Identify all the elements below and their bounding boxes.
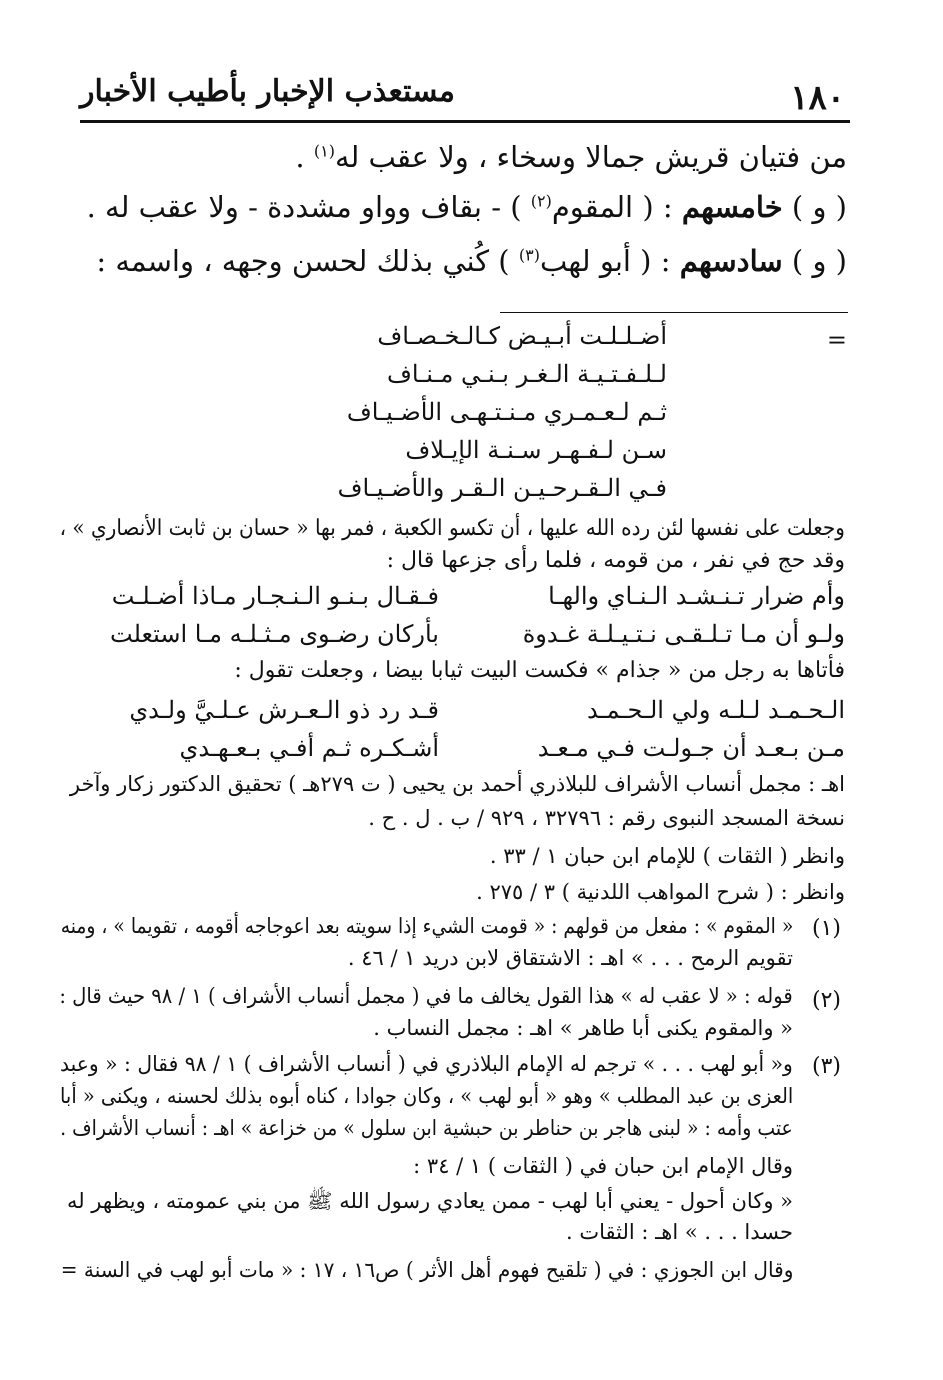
footnote-separator	[500, 312, 848, 313]
footnote-line: قوله : « لا عقب له » هذا القول يخالف ما في ( مجمل أنساب الأشراف ) ١ / ٩٨ حيث قال :	[59, 984, 793, 1008]
verse-line: فـي الـقـرحـيـن الـقـر والأضـيـاف	[337, 474, 667, 502]
page-number: ١٨٠	[790, 78, 845, 118]
footnote-line: « والمقوم يكنى أبا طاهر » اهـ : مجمل النساب .	[373, 1016, 793, 1040]
body-line-2	[87, 190, 847, 224]
verse-hemistich-second: قـد رد ذو الـعـرش عـلـيَّ ولـدي	[129, 696, 439, 724]
footnote-line: عتب وأمه : « لبنى هاجر بن حناطر بن حبشية ابن سلول » من خزاعة » اهـ : أنساب الأشراف .	[60, 1116, 793, 1140]
verse-line: ثـم لـعـمـري مـنـتـهـى الأضـيـاف	[346, 398, 667, 426]
footnote-line: وقال الإمام ابن حبان في ( الثقات ) ١ / ٣٤ :	[413, 1154, 793, 1178]
reference-line: اهـ : مجمل أنساب الأشراف للبلاذري أحمد بن يحيى ( ت ٢٧٩هـ ) تحقيق الدكتور زكار وآخر	[69, 772, 845, 796]
footnote-line: و« أبو لهب . . . » ترجم له الإمام البلاذري في ( أنساب الأشراف ) ١ / ٩٨ فقال : « وعبد	[60, 1052, 793, 1076]
footnote-ref-1: (١)	[313, 141, 335, 161]
body-line-3	[96, 244, 847, 278]
sixth-son-label: سادسهم	[679, 244, 783, 278]
prose-line: فأتاها به رجل من « جذام » فكست البيت ثيابا بيضا ، وجعلت تقول :	[234, 658, 845, 683]
body-line-1-end: .	[295, 140, 314, 174]
reference-line: وانظر : ( شرح المواهب اللدنية ) ٣ / ٢٧٥ .	[476, 880, 845, 904]
footnote-line: حسدا . . . » اهـ : الثقات .	[565, 1220, 793, 1244]
body-line-2-mid: : ( المقوم	[551, 190, 682, 224]
verse-line: أضـلـلـت أبـيـض كـالـخـصـاف	[377, 322, 667, 350]
verse-hemistich-first: وأم ضرار تـنـشـد الـنـاي والهـا	[548, 582, 845, 610]
body-line-3-rest: ) كُني بذلك لحسن وجهه ، واسمه :	[96, 244, 519, 278]
footnote-number: (١)	[811, 916, 841, 941]
footnote-line: « وكان أحول - يعني أبا لهب - ممن يعادي رسول الله ﷺ من بني عمومته ، ويظهر له	[66, 1189, 793, 1213]
prose-line: وقد حج في نفر ، من قومه ، فلما رأى جزعها قال :	[386, 548, 845, 573]
verse-hemistich-first: ولـو أن مـا تـلـقـى نـتـيـلـة غـدوة	[522, 620, 845, 648]
verse-hemistich-first: مـن بـعـد أن جـولـت فـي مـعـد	[537, 734, 845, 762]
verse-hemistich-second: بأركان رضـوى مـثـلـه مـا استعلت	[110, 620, 439, 648]
running-title: مستعذب الإخبار بأطيب الأخبار	[80, 74, 455, 109]
footnote-number: (٢)	[811, 988, 841, 1013]
verse-hemistich-first: الـحـمـد لـلـه ولي الـحـمـد	[586, 696, 845, 724]
body-line-3-prefix: ( و )	[782, 244, 847, 278]
body-line-1-text: من فتيان قريش جمالا وسخاء ، ولا عقب له	[334, 140, 847, 174]
verse-hemistich-second: أشـكـره ثـم أفـي بـعـهـدي	[179, 734, 439, 762]
body-line-2-rest: ) - بقاف وواو مشددة - ولا عقب له .	[86, 190, 531, 224]
footnote-line: تقويم الرمح . . . » اهـ : الاشتقاق لابن دريد ١ / ٤٦ .	[347, 946, 793, 970]
footnote-ref-2: (٢)	[530, 191, 552, 211]
body-line-1	[295, 140, 847, 174]
body-line-3-mid: : ( أبو لهب	[539, 244, 680, 278]
continuation-marker: =	[826, 326, 847, 354]
body-line-2-prefix: ( و )	[782, 190, 847, 224]
footnote-line: العزى بن عبد المطلب » وهو « أبو لهب » ، وكان جوادا ، كناه أبوه بذلك لحسنه ، ويكنى « أبا	[59, 1084, 793, 1108]
reference-line: وانظر ( الثقات ) للإمام ابن حبان ١ / ٣٣ .	[489, 844, 845, 868]
header-rule	[80, 120, 850, 123]
footnote-line: « المقوم » : مفعل من قولهم : « قومت الشيء إذا سويته بعد اعوجاجه أقومه ، تقويما » ، ومنه	[60, 914, 793, 938]
verse-line: سـن لـفـهـر سـنـة الإيـلاف	[405, 436, 667, 464]
reference-line: نسخة المسجد النبوى رقم : ٣٢٧٩٦ ، ٩٢٩ / ب . ل . ح .	[368, 806, 845, 830]
footnote-line: وقال ابن الجوزي : في ( تلقيح فهوم أهل الأثر ) ص١٦ ، ١٧ : « مات أبو لهب في السنة =	[60, 1258, 793, 1282]
prose-line: وجعلت على نفسها لئن رده الله عليها ، أن تكسو الكعبة ، فمر بها « حسان بن ثابت الأنصاري » ،	[59, 516, 845, 541]
verse-line: لـلـفـتـيـة الـغـر بـنـي مـنـاف	[387, 360, 667, 388]
fifth-son-label: خامسهم	[681, 190, 783, 224]
verse-hemistich-second: فـقـال بـنـو الـنـجـار مـاذا أضـلـت	[111, 582, 439, 610]
footnote-number: (٣)	[811, 1054, 841, 1079]
footnote-ref-3: (٣)	[518, 245, 540, 265]
